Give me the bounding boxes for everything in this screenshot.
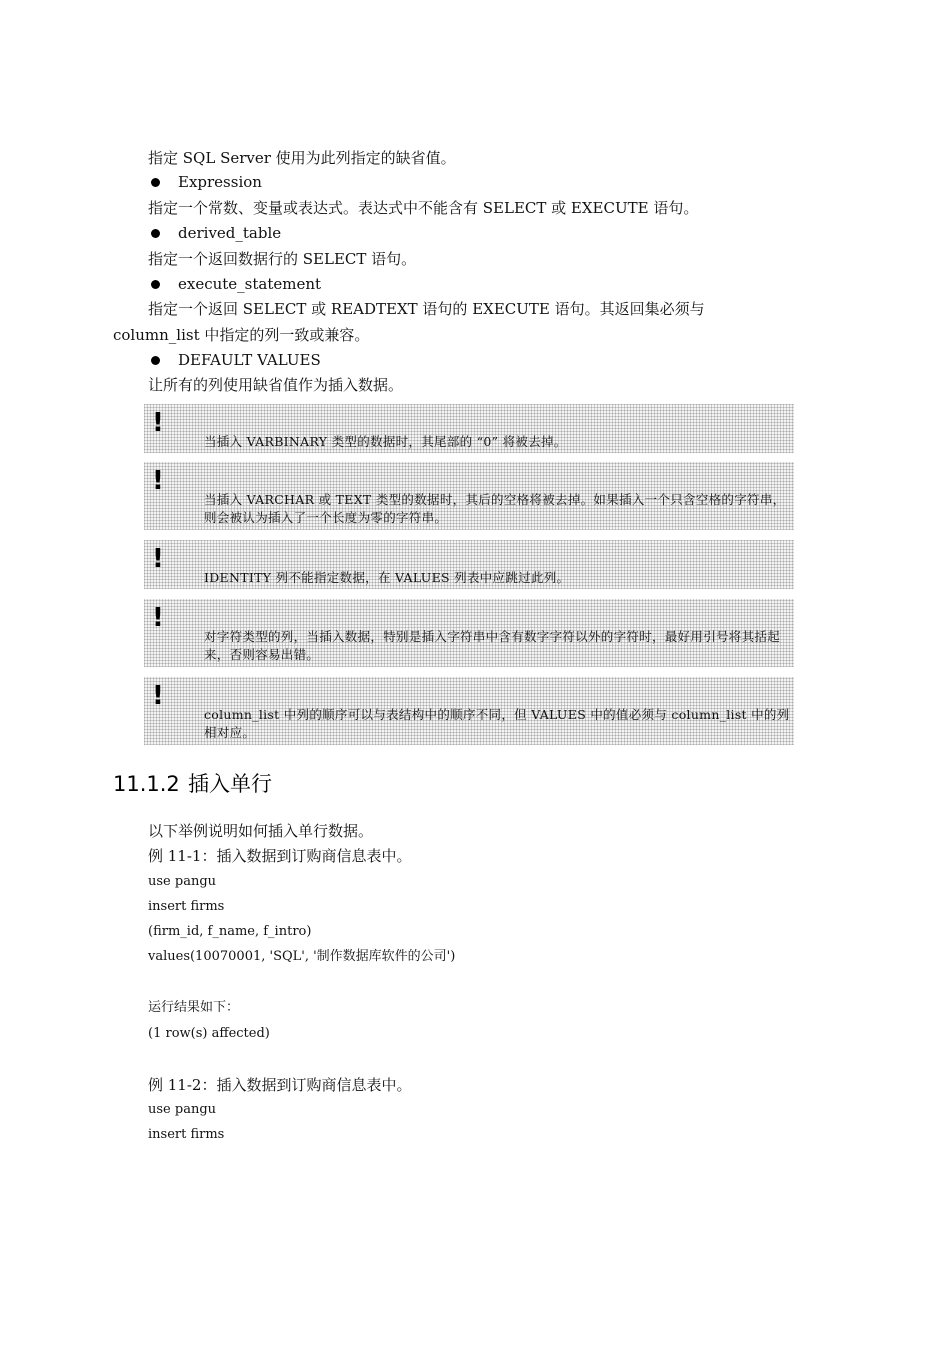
bullet-icon [151, 178, 160, 187]
note-box [144, 599, 794, 667]
code-line: use pangu [148, 1102, 217, 1117]
note-text: 当插入 VARBINARY 类型的数据时，其尾部的 “0” 将被去掉。 [204, 434, 567, 449]
note-box [144, 540, 794, 589]
exclamation-icon: ! [152, 466, 164, 496]
exclamation-icon: ! [152, 408, 164, 438]
section-number: 11.1.2 [113, 772, 180, 796]
exclamation-icon: ! [152, 544, 164, 574]
result-text: (1 row(s) affected) [148, 1026, 270, 1041]
exclamation-icon: ! [152, 681, 164, 711]
derived-table-label: derived_table [178, 224, 282, 242]
note-text: 当插入 VARCHAR 或 TEXT 类型的数据时，其后的空格将被去掉。如果插入一个只含空格的字符串，则会被认为插入了一个长度为零的字符串。 [204, 492, 786, 525]
example-2-title: 例 11-2：插入数据到订购商信息表中。 [148, 1076, 412, 1094]
intro-text: 以下举例说明如何插入单行数据。 [148, 822, 374, 840]
result-label: 运行结果如下： [148, 1000, 240, 1015]
default-description: 指定 SQL Server 使用为此列指定的缺省值。 [148, 149, 456, 167]
execute-statement-label: execute_statement [178, 275, 322, 293]
code-line: insert firms [148, 899, 225, 914]
code-line: insert firms [148, 1127, 225, 1142]
section-title: 插入单行 [188, 772, 272, 796]
bullet-icon [151, 356, 160, 365]
note-box [144, 404, 794, 453]
bullet-icon [151, 280, 160, 289]
execute-statement-description: 指定一个返回 SELECT 或 READTEXT 语句的 EXECUTE 语句。其返回集必须与 [148, 300, 705, 318]
exclamation-icon: ! [152, 603, 164, 633]
bullet-icon [151, 229, 160, 238]
default-values-label: DEFAULT VALUES [178, 351, 321, 369]
expression-description: 指定一个常数、变量或表达式。表达式中不能含有 SELECT 或 EXECUTE 语句。 [148, 199, 699, 217]
default-values-description: 让所有的列使用缺省值作为插入数据。 [148, 376, 404, 394]
note-box [144, 462, 794, 530]
derived-table-description: 指定一个返回数据行的 SELECT 语句。 [148, 250, 417, 268]
example-1-title: 例 11-1：插入数据到订购商信息表中。 [148, 847, 412, 865]
note-text: IDENTITY 列不能指定数据，在 VALUES 列表中应跳过此列。 [204, 570, 570, 585]
note-text: column_list 中列的顺序可以与表结构中的顺序不同，但 VALUES 中的值必须与 column_list 中的列相对应。 [204, 707, 790, 740]
expression-label: Expression [178, 173, 262, 191]
code-line: (firm_id, f_name, f_intro) [148, 924, 312, 939]
note-box [144, 677, 794, 745]
note-text: 对字符类型的列，当插入数据，特别是插入字符串中含有数字字符以外的字符时，最好用引号将其括起来，否则容易出错。 [204, 629, 781, 662]
code-line: values(10070001, 'SQL', '制作数据库软件的公司') [148, 949, 456, 964]
execute-statement-description-cont: column_list 中指定的列一致或兼容。 [113, 326, 370, 344]
code-line: use pangu [148, 874, 217, 889]
